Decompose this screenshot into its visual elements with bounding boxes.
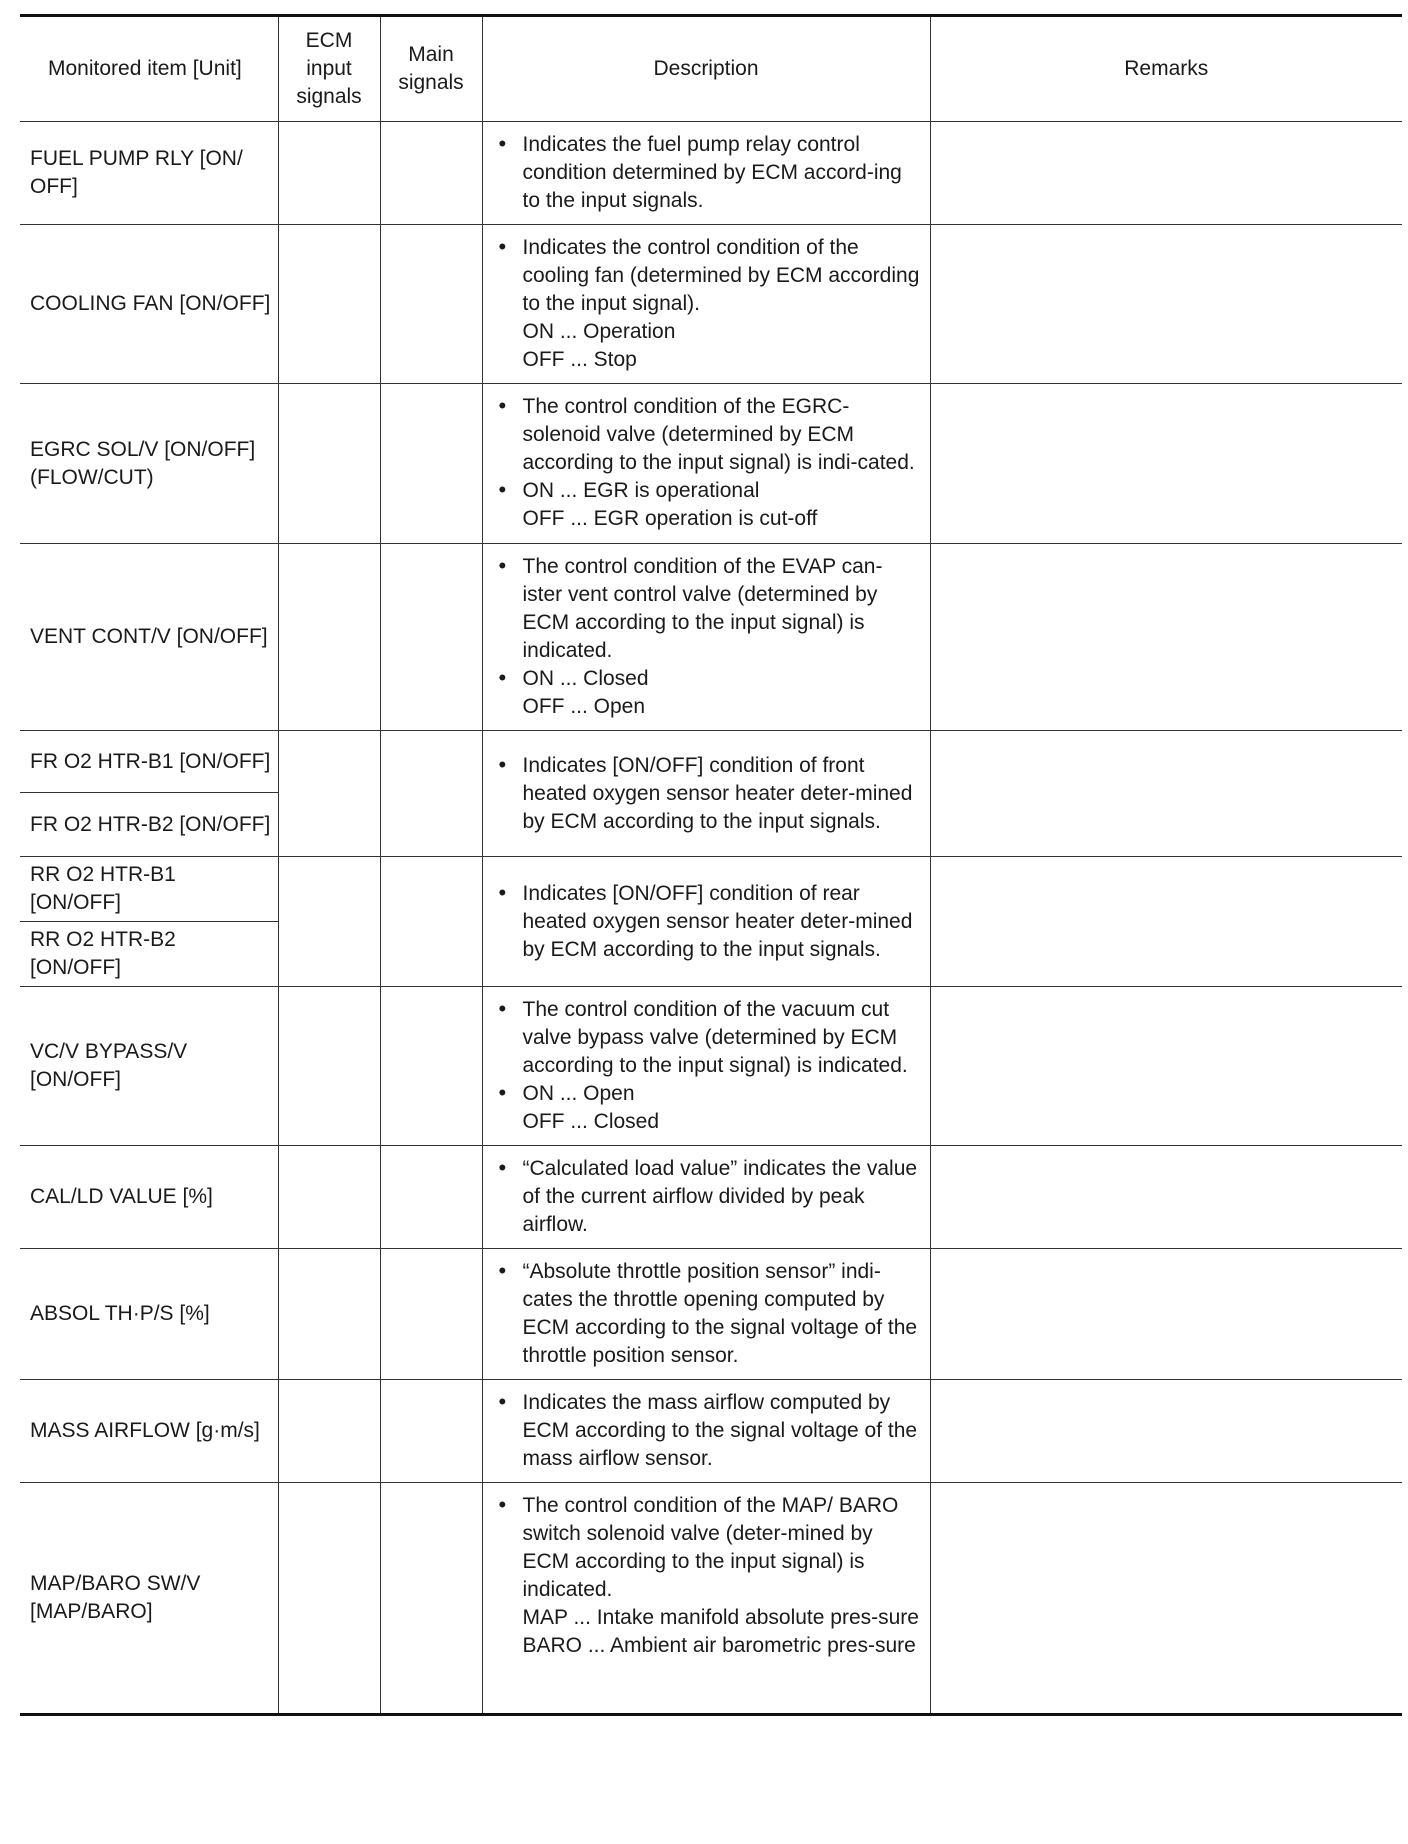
table-row [20, 1146, 1402, 1249]
ecm-input-signals-cell [278, 1380, 380, 1483]
ecm-input-signals-cell [278, 1483, 380, 1715]
ecm-input-signals-cell [278, 987, 380, 1146]
main-signals-cell [380, 1146, 482, 1249]
description-cell [482, 857, 930, 987]
ecm-input-signals-cell [278, 1249, 380, 1380]
description-line: OFF ... EGR operation is cut-off [522, 507, 818, 530]
ecm-input-signals-cell [278, 225, 380, 384]
remarks-cell [930, 225, 1402, 384]
main-signals-cell [380, 384, 482, 544]
main-signals-cell [380, 987, 482, 1146]
description-line: BARO ... Ambient air barometric pres-sure [522, 1634, 916, 1657]
header-ecm-input-signals [278, 16, 380, 122]
remarks-cell [930, 987, 1402, 1146]
ecm-input-signals-cell [278, 731, 380, 857]
main-signals-cell [380, 1380, 482, 1483]
monitored-item-label: MASS AIRFLOW [g·m/s] [30, 1419, 260, 1442]
header-main-label: Main signals [398, 43, 464, 94]
description-line: OFF ... Closed [522, 1110, 660, 1133]
main-signals-cell [380, 857, 482, 987]
monitored-items-table [20, 14, 1402, 1716]
monitored-item-label: ABSOL TH·P/S [%] [30, 1302, 210, 1325]
main-signals-cell [380, 225, 482, 384]
monitored-item-label: EGRC SOL/V [ON/OFF] (FLOW/CUT) [30, 437, 256, 489]
header-row [20, 16, 1402, 122]
table-row [20, 384, 1402, 544]
description-bullet: • “Absolute throttle position sensor” indi-cates the throttle opening computed by ECM according to the signal voltage of the throttle position sensor. [497, 1258, 920, 1370]
description-bullet: • The control condition of the EGRC-solenoid valve (determined by ECM according to the input signal) is indi-cated. [497, 393, 920, 477]
main-signals-cell [380, 1249, 482, 1380]
ecm-input-signals-cell [278, 857, 380, 987]
monitor-item-sheet [20, 14, 1402, 1832]
monitored-item-cell [20, 922, 278, 987]
ecm-input-signals-cell [278, 544, 380, 731]
description-line: MAP ... Intake manifold absolute pres-sure [522, 1606, 919, 1629]
table-row [20, 1249, 1402, 1380]
monitored-item-label: COOLING FAN [ON/OFF] [30, 292, 271, 315]
monitored-item-cell [20, 384, 278, 544]
monitored-item-label: MAP/BARO SW/V [MAP/BARO] [30, 1572, 201, 1623]
ecm-input-signals-cell [278, 122, 380, 225]
remarks-cell [930, 1483, 1402, 1715]
description-cell [482, 544, 930, 731]
description-cell [482, 987, 930, 1146]
header-ecm-label: ECM input signals [296, 29, 362, 108]
description-bullet: • ON ... EGR is operational [497, 477, 920, 505]
monitored-item-cell [20, 1249, 278, 1380]
monitored-item-label: FR O2 HTR-B1 [ON/OFF] [30, 749, 271, 773]
description-cell [482, 1483, 930, 1715]
monitored-item-label: FUEL PUMP RLY [ON/ OFF] [30, 147, 243, 198]
monitored-item-cell [20, 1380, 278, 1483]
description-cell [482, 225, 930, 384]
table-row [20, 122, 1402, 225]
monitored-item-cell [20, 857, 278, 922]
monitored-item-cell [20, 544, 278, 731]
monitored-item-cell [20, 225, 278, 384]
table-row [20, 987, 1402, 1146]
header-description: Description [482, 16, 930, 122]
description-bullet: • ON ... Closed [497, 665, 920, 693]
header-monitored-item: Monitored item [Unit] [20, 16, 278, 122]
description-cell [482, 1380, 930, 1483]
table-row [20, 1380, 1402, 1483]
description-bullet: • The control condition of the MAP/ BARO switch solenoid valve (deter-mined by ECM according to the input signal) is indicated. [497, 1492, 920, 1604]
description-cell [482, 731, 930, 857]
description-cell [482, 122, 930, 225]
header-main-signals [380, 16, 482, 122]
description-bullet: • ON ... Open [497, 1080, 920, 1108]
monitored-item-label: RR O2 HTR-B1 [ON/OFF] [30, 863, 176, 914]
table-row [20, 857, 1402, 922]
monitored-item-cell [20, 731, 278, 793]
table-row [20, 1483, 1402, 1715]
main-signals-cell [380, 1483, 482, 1715]
table-row [20, 731, 1402, 793]
description-cell [482, 1146, 930, 1249]
description-bullet: • Indicates [ON/OFF] condition of rear heated oxygen sensor heater deter-mined by ECM according to the input signals. [497, 880, 920, 964]
monitored-item-label: VC/V BYPASS/V [ON/OFF] [30, 1040, 188, 1091]
remarks-cell [930, 1380, 1402, 1483]
monitored-item-label: CAL/LD VALUE [%] [30, 1185, 213, 1208]
description-line: OFF ... Stop [522, 348, 637, 371]
table-row [20, 225, 1402, 384]
description-bullet: • The control condition of the EVAP can-ister vent control valve (determined by ECM according to the input signal) is indicated. [497, 553, 920, 665]
description-bullet: • “Calculated load value” indicates the value of the current airflow divided by peak airflow. [497, 1155, 920, 1239]
table-body [20, 122, 1402, 1715]
remarks-cell [930, 122, 1402, 225]
description-cell [482, 384, 930, 544]
description-bullet: • The control condition of the vacuum cut valve bypass valve (determined by ECM according to the input signal) is indicated. [497, 996, 920, 1080]
ecm-input-signals-cell [278, 384, 380, 544]
monitored-item-label: RR O2 HTR-B2 [ON/OFF] [30, 928, 176, 979]
main-signals-cell [380, 731, 482, 857]
description-bullet: • Indicates the fuel pump relay control condition determined by ECM accord-ing to the input signals. [497, 131, 920, 215]
table-row [20, 544, 1402, 731]
description-line: ON ... Operation [522, 320, 676, 343]
remarks-cell [930, 384, 1402, 544]
description-bullet: • Indicates the control condition of the cooling fan (determined by ECM according to the input signal). [497, 234, 920, 318]
remarks-cell [930, 1146, 1402, 1249]
main-signals-cell [380, 544, 482, 731]
remarks-cell [930, 1249, 1402, 1380]
monitored-item-cell [20, 1483, 278, 1715]
monitored-item-cell [20, 1146, 278, 1249]
remarks-cell [930, 544, 1402, 731]
monitored-item-cell [20, 987, 278, 1146]
main-signals-cell [380, 122, 482, 225]
description-bullet: • Indicates [ON/OFF] condition of front heated oxygen sensor heater deter-mined by ECM according to the input signals. [497, 752, 920, 836]
monitored-item-cell [20, 122, 278, 225]
monitored-item-label: VENT CONT/V [ON/OFF] [30, 625, 268, 648]
monitored-item-cell [20, 793, 278, 857]
description-bullet: • Indicates the mass airflow computed by ECM according to the signal voltage of the mass airflow sensor. [497, 1389, 920, 1473]
monitored-item-label: FR O2 HTR-B2 [ON/OFF] [30, 812, 271, 836]
remarks-cell [930, 857, 1402, 987]
remarks-cell [930, 731, 1402, 857]
description-line: OFF ... Open [522, 695, 646, 718]
header-remarks: Remarks [930, 16, 1402, 122]
description-cell [482, 1249, 930, 1380]
ecm-input-signals-cell [278, 1146, 380, 1249]
